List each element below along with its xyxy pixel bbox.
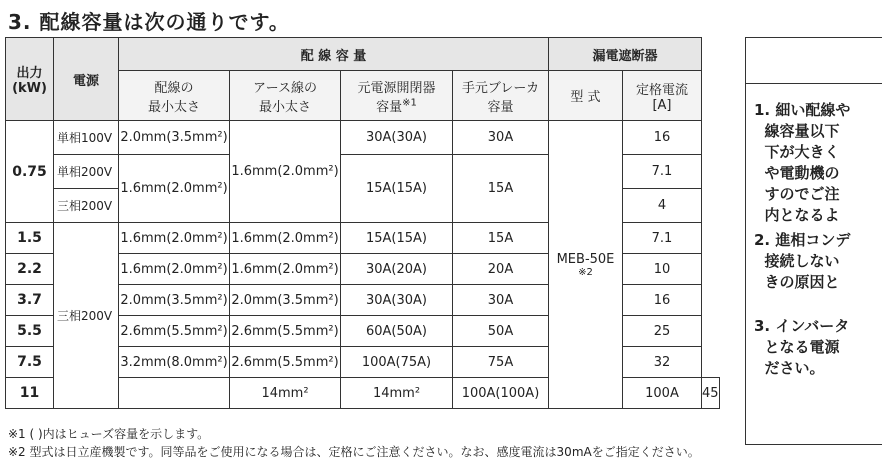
- header-wire-min-size: 配線の 最小太さ: [119, 71, 230, 121]
- wiring-capacity-table: [5, 37, 720, 409]
- cell-kw: 7.5: [6, 347, 54, 378]
- footnote-ref-1: ※1: [402, 97, 417, 109]
- note-3: 3. インバータ となる電源 ださい。: [754, 317, 850, 377]
- cell-wire: 1.6mm(2.0mm²): [119, 155, 230, 223]
- cell-hand: 30A: [453, 121, 549, 155]
- cell-earth: 2.6mm(5.5mm²): [230, 316, 341, 347]
- cell-hand: 100A: [623, 378, 702, 409]
- cell-rated: 25: [623, 316, 702, 347]
- footnote-1: ※1 ( )内はヒューズ容量を示します。: [8, 427, 210, 441]
- cell-wire: 1.6mm(2.0mm²): [119, 223, 230, 254]
- footnote-ref-2: ※2: [578, 266, 593, 278]
- cell-source: 三相200V: [54, 189, 119, 223]
- cell-rated: 10: [623, 254, 702, 285]
- cell-hand: 50A: [453, 316, 549, 347]
- cell-rated: 4: [623, 189, 702, 223]
- cell-source: 単相100V: [54, 121, 119, 155]
- cell-rated: 16: [623, 121, 702, 155]
- header-main-switch-text: 元電源開閉器 容量: [357, 80, 436, 115]
- cell-earth: 1.6mm(2.0mm²): [230, 121, 341, 223]
- cell-hand: 30A: [453, 285, 549, 316]
- cell-wire: 2.0mm(3.5mm²): [119, 121, 230, 155]
- header-rated-current: 定格電流 [A]: [623, 71, 702, 121]
- cell-source: 三相200V: [54, 223, 119, 409]
- footnote-2: ※2 型式は日立産機製です。同等品をご使用になる場合は、定格にご注意ください。なお、感度電流は30mAをご指定ください。: [8, 445, 700, 459]
- footnotes: [8, 425, 700, 461]
- cell-earth: 2.6mm(5.5mm²): [230, 347, 341, 378]
- header-main-switch-capacity: [341, 71, 453, 121]
- cell-rated: 32: [623, 347, 702, 378]
- cell-switch: 30A(20A): [341, 254, 453, 285]
- cell-wire: 3.2mm(8.0mm²): [119, 347, 230, 378]
- cell-source-empty: [119, 378, 230, 409]
- cell-rated: 16: [623, 285, 702, 316]
- cell-breaker-model: [549, 121, 623, 409]
- cell-hand: 15A: [453, 223, 549, 254]
- cell-earth: 1.6mm(2.0mm²): [230, 223, 341, 254]
- cell-earth: 14mm²: [341, 378, 453, 409]
- section-title: 3. 配線容量は次の通りです。: [8, 10, 290, 34]
- header-output: 出力 (kW): [6, 38, 54, 121]
- cell-hand: 20A: [453, 254, 549, 285]
- cell-earth: 1.6mm(2.0mm²): [230, 254, 341, 285]
- cell-earth: 2.0mm(3.5mm²): [230, 285, 341, 316]
- notes-panel: [745, 37, 882, 445]
- cell-kw: 1.5: [6, 223, 54, 254]
- cell-kw: 11: [6, 378, 54, 409]
- cell-kw: 3.7: [6, 285, 54, 316]
- cell-rated: 45: [702, 378, 720, 409]
- cell-switch: 30A(30A): [341, 121, 453, 155]
- header-earth-wire-min-size: アース線の 最小太さ: [230, 71, 341, 121]
- table-row: [6, 121, 720, 155]
- header-earth-leakage-breaker: 漏電遮断器: [549, 38, 702, 71]
- cell-switch: 15A(15A): [341, 155, 453, 223]
- header-hand-breaker-capacity: 手元ブレーカ 容量: [453, 71, 549, 121]
- cell-wire: 2.6mm(5.5mm²): [119, 316, 230, 347]
- cell-wire: 2.0mm(3.5mm²): [119, 285, 230, 316]
- header-power-source: 電源: [54, 38, 119, 121]
- cell-switch: 60A(50A): [341, 316, 453, 347]
- cell-switch: 30A(30A): [341, 285, 453, 316]
- header-wiring-capacity: 配 線 容 量: [119, 38, 549, 71]
- cell-wire: 14mm²: [230, 378, 341, 409]
- cell-switch: 100A(100A): [453, 378, 549, 409]
- breaker-model-text: MEB-50E: [556, 251, 615, 267]
- note-2: 2. 進相コンデ 接続しない きの原因と: [754, 231, 851, 291]
- cell-rated: 7.1: [623, 155, 702, 189]
- cell-wire: 1.6mm(2.0mm²): [119, 254, 230, 285]
- note-1: 1. 細い配線や 線容量以下 下が大きく や電動機の すのでご注 内となるよ: [754, 101, 851, 224]
- cell-source: 単相200V: [54, 155, 119, 189]
- cell-kw: 0.75: [6, 121, 54, 223]
- cell-switch: 15A(15A): [341, 223, 453, 254]
- cell-hand: 15A: [453, 155, 549, 223]
- cell-hand: 75A: [453, 347, 549, 378]
- notes-panel-header: [746, 38, 882, 84]
- cell-switch: 100A(75A): [341, 347, 453, 378]
- cell-kw: 2.2: [6, 254, 54, 285]
- cell-rated: 7.1: [623, 223, 702, 254]
- cell-kw: 5.5: [6, 316, 54, 347]
- header-model: 型 式: [549, 71, 623, 121]
